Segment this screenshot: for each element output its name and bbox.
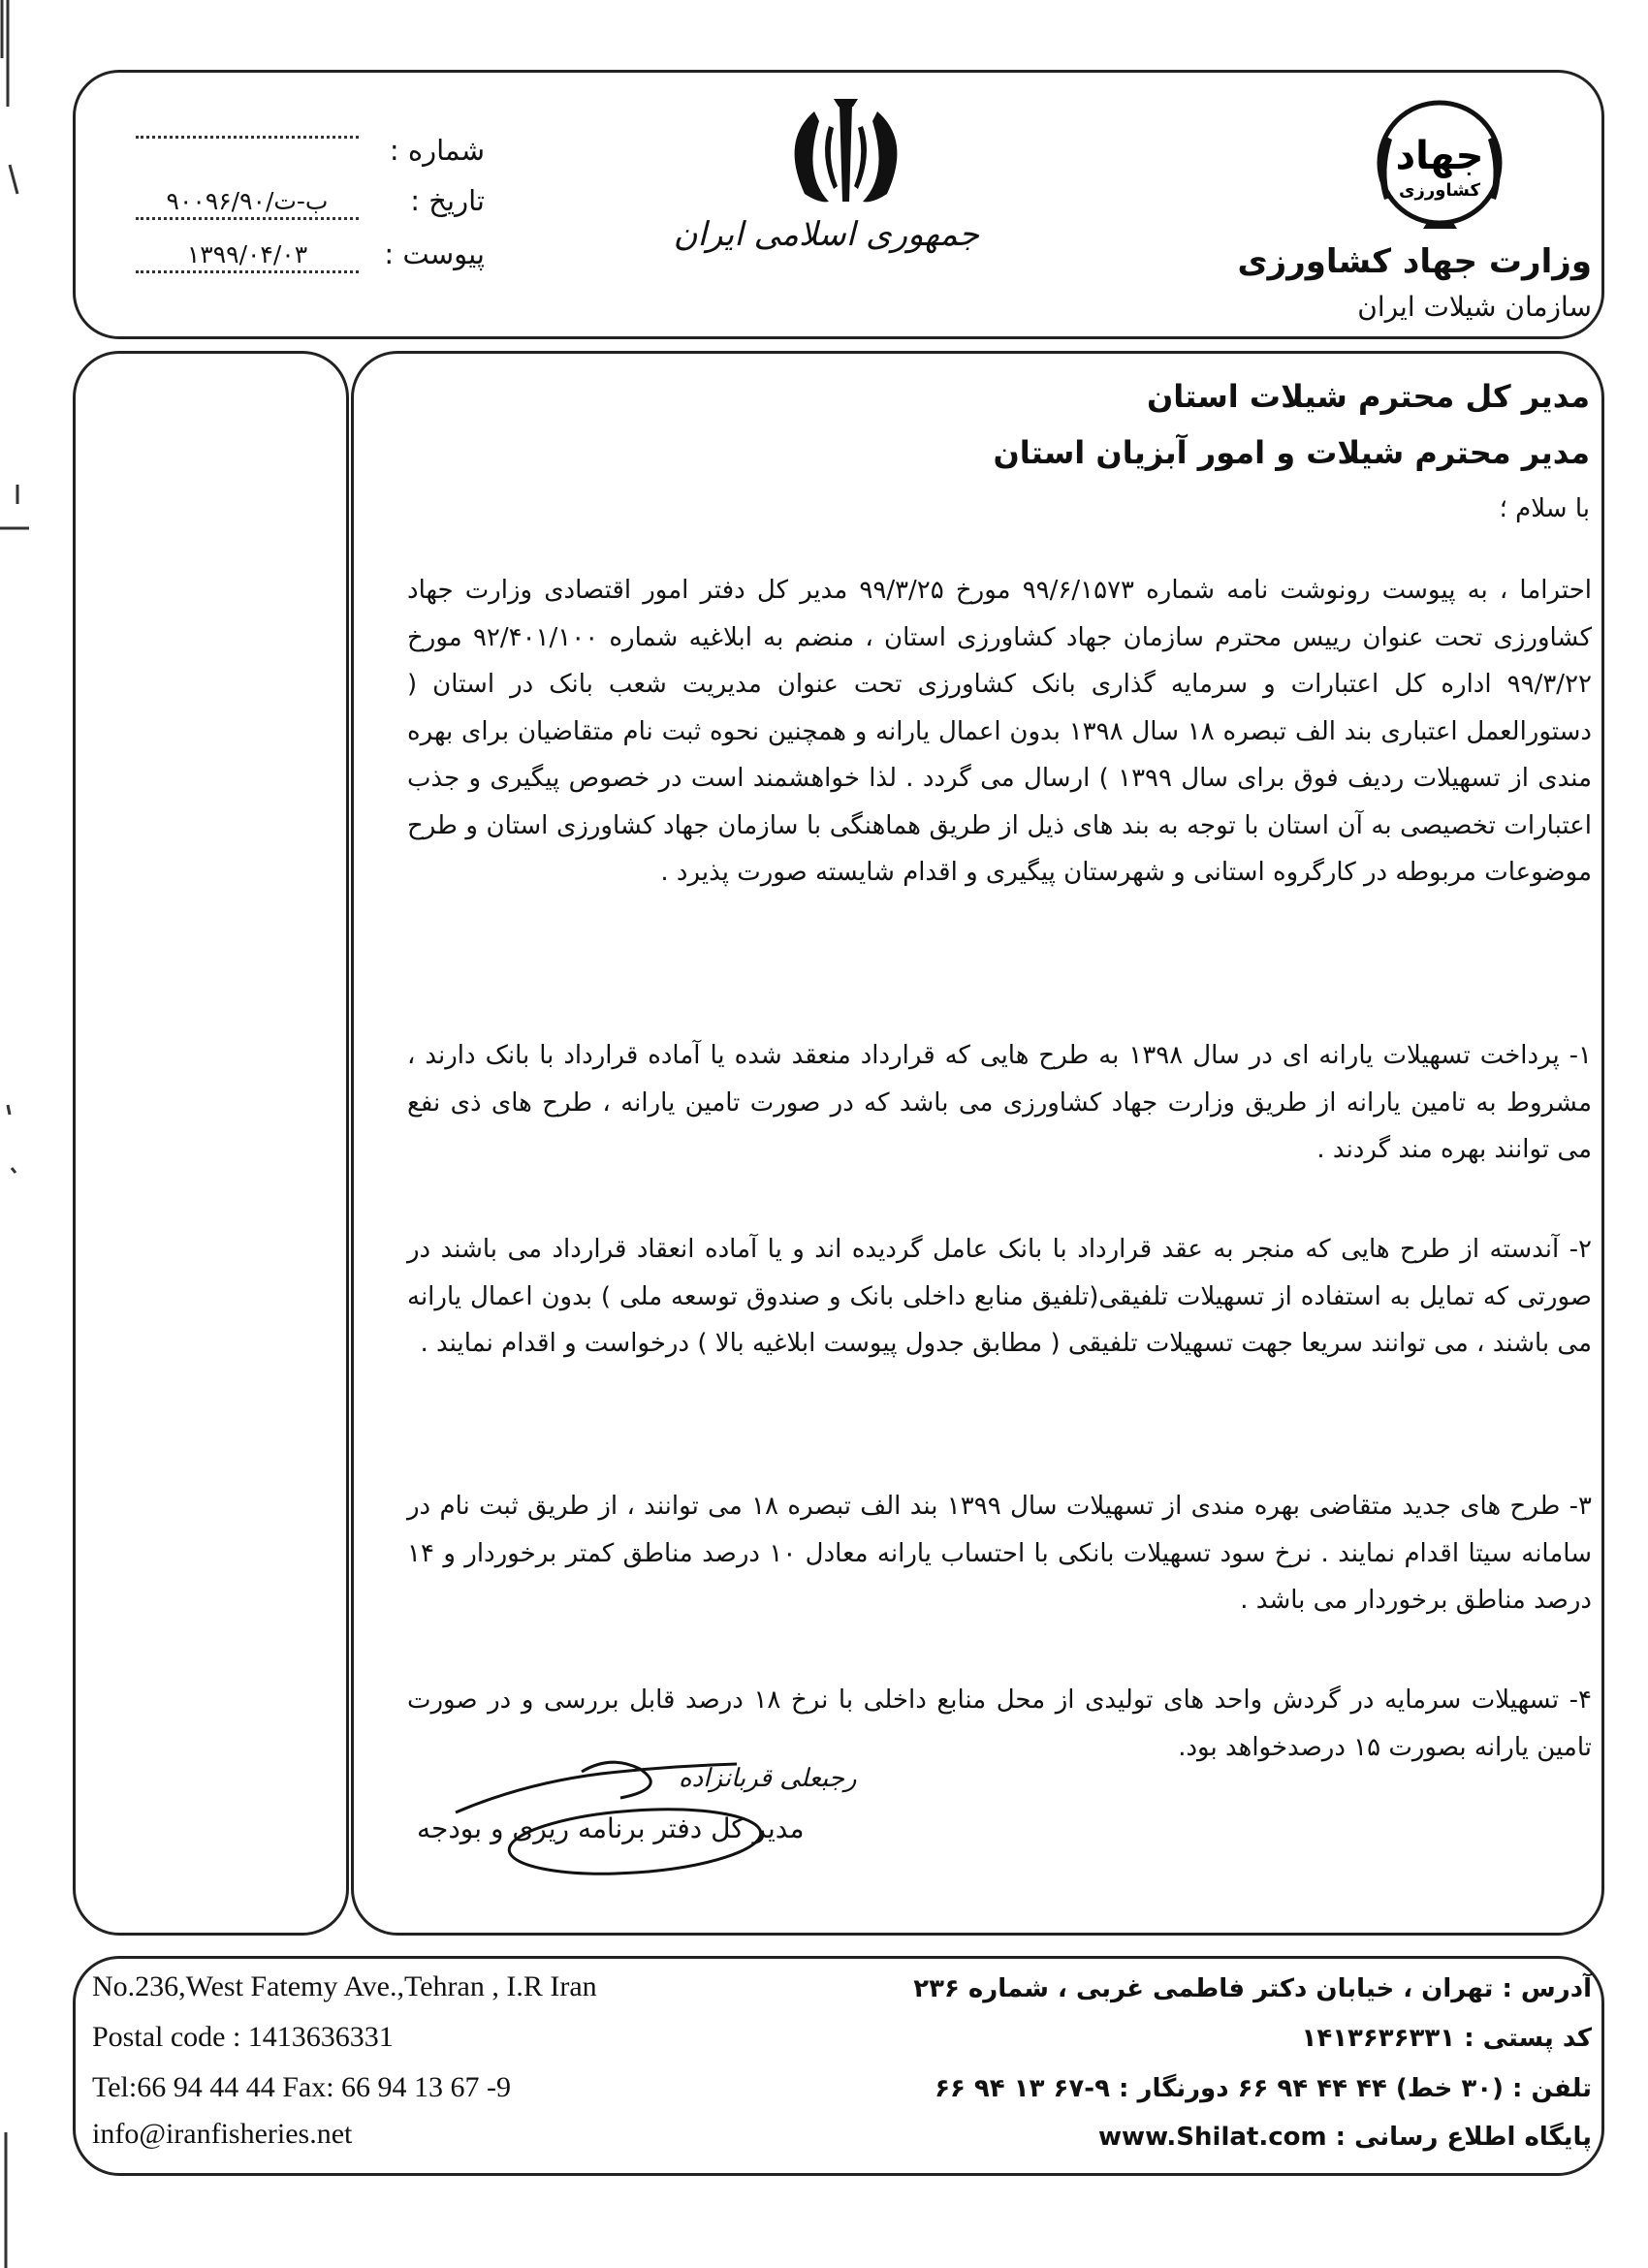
signer-name: رجبعلی قربانزاده (679, 1764, 857, 1793)
recipient-2: مدیر محترم شیلات و امور آبزیان استان (993, 434, 1590, 471)
item-3-paragraph: ۳- طرح های جدید متقاضی بهره مندی از تسهیلات سال ۱۳۹۹ بند الف تبصره ۱۸ می توانند ، از طریق ثبت نام در سامانه سیتا اقدام نمایند . نرخ سود تسهیلات بانکی با احتساب یارانه معادل ۱۰ درصد مناطق کمتر برخوردار و ۱۴ درصد مناطق برخوردار می باشد . (407, 1492, 1593, 1615)
letter-attachment-label: پیوست : (384, 237, 485, 270)
letter-date-value: ۹۰۰۹۶/۹۰/ب-ت (136, 186, 359, 220)
letter-attachment-value: ۱۳۹۹/۰۴/۰۳ (136, 239, 359, 273)
organization-name: سازمان شیلات ایران (1357, 291, 1592, 323)
scan-edge-marks (0, 0, 58, 2268)
footer-website-fa[interactable]: پایگاه اطلاع رسانی : www.Shilat.com (1098, 2123, 1592, 2152)
footer-email-en[interactable]: info@iranfisheries.net (92, 2118, 353, 2150)
ministry-logo-text-1: جهاد (1395, 134, 1484, 178)
national-emblem-icon (776, 97, 916, 213)
ministry-logo-text-2: کشاورزی (1399, 180, 1480, 201)
recipient-1: مدیر کل محترم شیلات استان (1146, 378, 1590, 415)
footer-phone-fa: تلفن : (۳۰ خط) ۴۴ ۴۴ ۹۴ ۶۶ دورنگار : ۹-۶۷ ۱۳ ۹۴ ۶۶ (935, 2074, 1592, 2103)
ministry-name: وزارت جهاد کشاورزی (1237, 242, 1592, 281)
item-1-paragraph: ۱- پرداخت تسهیلات یارانه ای در سال ۱۳۹۸ به طرح هایی که قرارداد منعقد شده یا آماده قرارداد با بانک دارند ، مشروط به تامین یارانه از طریق وزارت جهاد کشاورزی می باشد که در صورت تامین یارانه ، طرح های ذی نفع می توانند بهره مند گردند . (407, 1041, 1593, 1164)
intro-paragraph: احتراما ، به پیوست رونوشت نامه شماره ۹۹/۶/۱۵۷۳ مورخ ۹۹/۳/۲۵ مدیر کل دفتر امور اقتصادی وزارت جهاد کشاورزی تحت عنوان رییس محترم سازمان جهاد کشاورزی استان ، منضم به ابلاغیه شماره ۹۲/۴۰۱/۱۰۰ مورخ ۹۹/۳/۲۲ اداره کل اعتبارات و سرمایه گذاری بانک کشاورزی تحت عنوان مدیریت شعب بانک در استان ( دستورالعمل اعتباری بند الف تبصره ۱۸ سال ۱۳۹۸ بدون اعمال یارانه و همچنین نحوه ثبت نام متقاضیان برای بهره مندی از تسهیلات ردیف فوق برای سال ۱۳۹۹ ) ارسال می گردد . لذا خواهشمند است در خصوص پیگیری و جذب اعتبارات تخصیصی به آن استان با توجه به بند های ذیل از طریق هماهنگی با سازمان جهاد کشاورزی استان و طرح موضوعات مربوطه در کارگروه استانی و شهرستان پیگیری و اقدام شایسته صورت پذیرد . (407, 576, 1593, 887)
greeting: با سلام ؛ (1499, 494, 1590, 523)
signer-title: مدیر کل دفتر برنامه ریزی و بودجه (417, 1812, 805, 1844)
letter-attachment-row (136, 237, 485, 276)
letter-number-value (136, 136, 359, 139)
margin-frame (73, 351, 349, 1936)
footer-postal-fa: کد پستی : ۱۴۱۳۶۳۶۳۳۱ (1301, 2024, 1592, 2053)
letter-date-label: تاریخ : (410, 184, 485, 217)
letter-number-label: شماره : (389, 134, 485, 167)
footer-postal-en: Postal code : 1413636331 (92, 2021, 394, 2053)
footer-address-fa: آدرس : تهران ، خیابان دکتر فاطمی غربی ، شماره ۲۳۶ (913, 1974, 1592, 2003)
footer-address-en: No.236,West Fatemy Ave.,Tehran , I.R Iran (92, 1970, 597, 2002)
item-2-paragraph: ۲- آندسته از طرح هایی که منجر به عقد قرارداد با بانک عامل گردیده اند و یا آماده انعقاد قرارداد می باشند در صورتی که تمایل به استفاده از تسهیلات تلفیقی(تلفیق منابع داخلی بانک و صندوق توسعه ملی ) بدون اعمال یارانه می باشند ، می توانند سریعا جهت تسهیلات تلفیقی ( مطابق جدول پیوست ابلاغیه بالا ) درخواست و اقدام نمایند . (407, 1235, 1592, 1358)
letter-date-row (136, 184, 485, 223)
republic-title: جمهوری اسلامی ایران (673, 215, 979, 254)
footer-phone-en: Tel:66 94 44 44 Fax: 66 94 13 67 -9 (92, 2071, 512, 2103)
ministry-logo (1365, 93, 1515, 238)
letter-number-row (136, 134, 485, 173)
item-4-paragraph: ۴- تسهیلات سرمایه در گردش واحد های تولیدی از محل منابع داخلی با نرخ ۱۸ درصد قابل بررسی و در صورت تامین یارانه بصورت ۱۵ درصدخواهد بود. (407, 1685, 1592, 1762)
